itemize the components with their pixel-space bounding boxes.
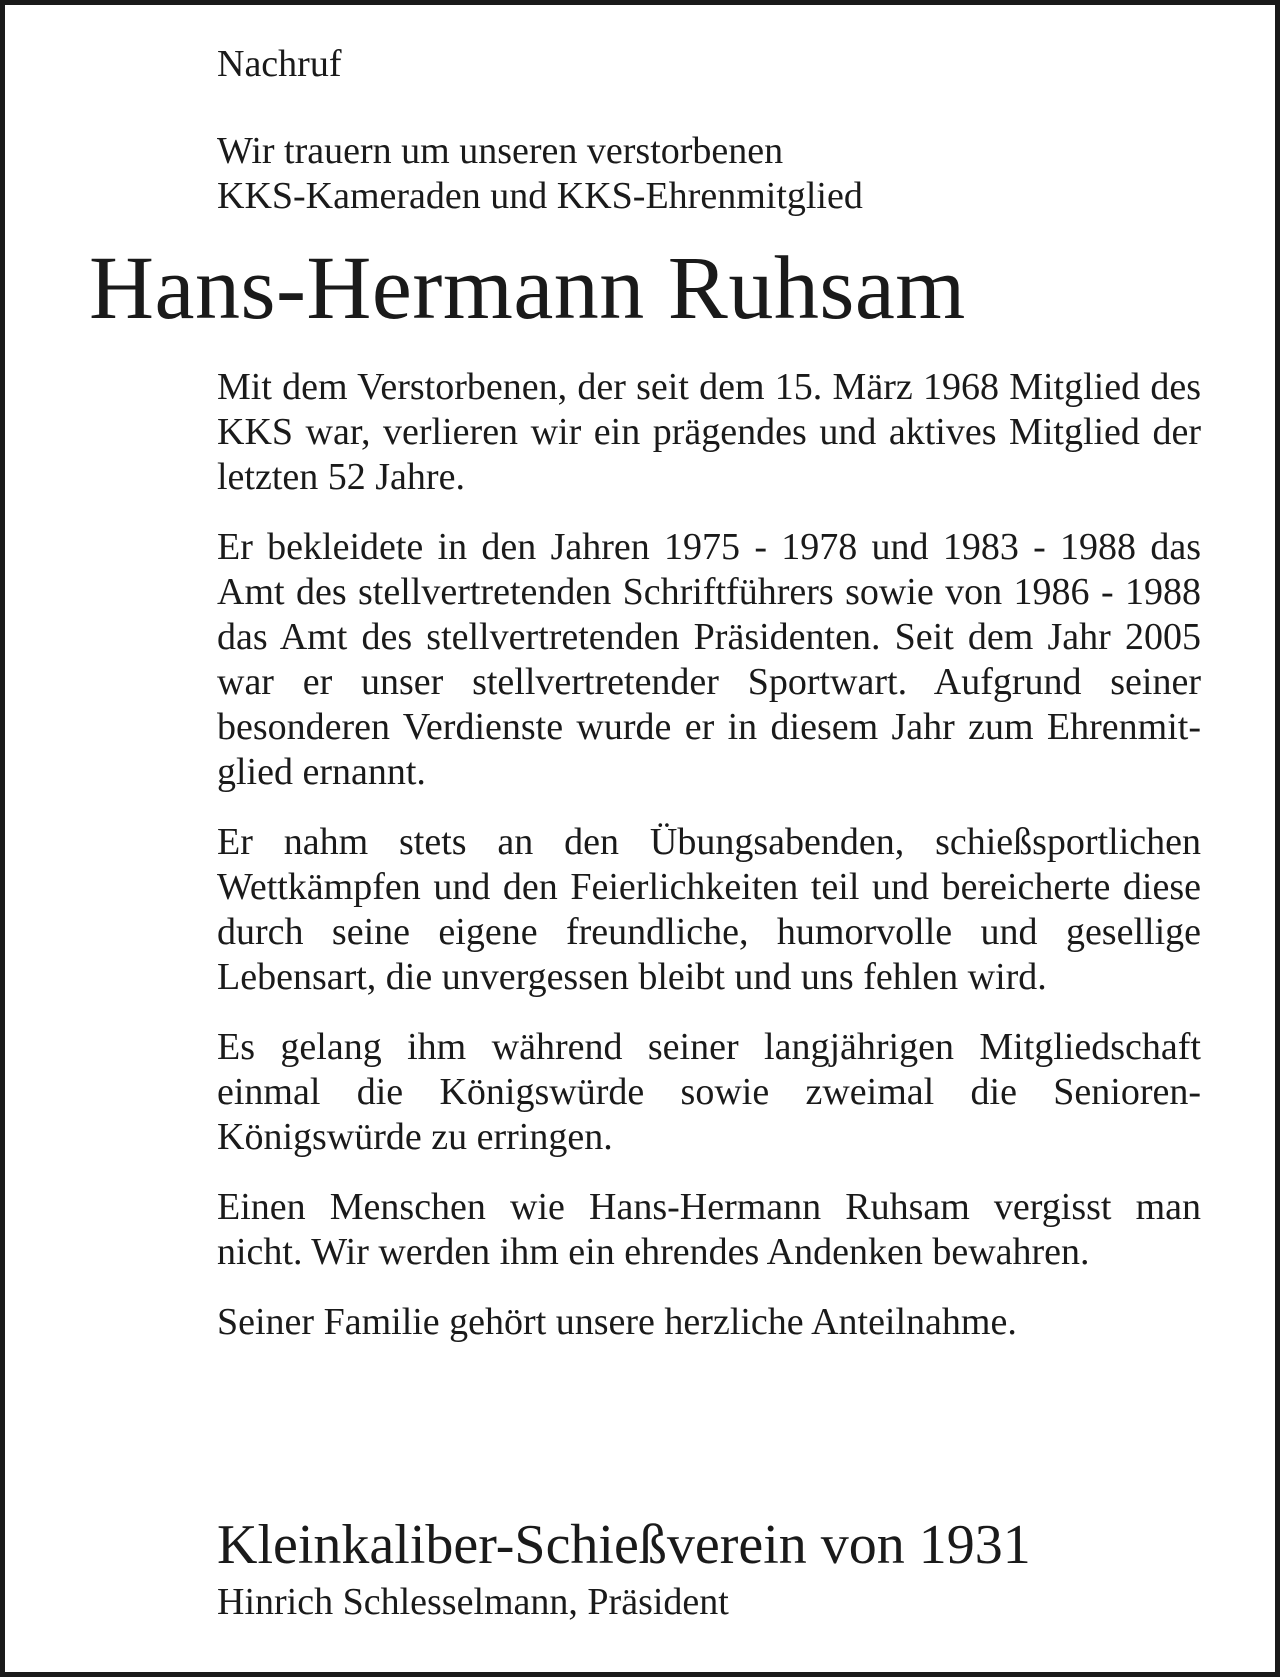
body-paragraph: Es gelang ihm während seiner langjährigen Mitgliedschaft einmal die Königswürde sowie zweimal die Senioren-Königswürde zu erringen.: [217, 1026, 1201, 1158]
condolence-line: Seiner Familie gehört unsere herzliche Anteilnahme.: [217, 1301, 1017, 1343]
notice-header: [217, 41, 1201, 219]
body-paragraph: Er bekleidete in den Jahren 1975 - 1978 und 1983 - 1988 das Amt des stellvertretenden Schriftführers sowie von 1986 - 1988 das Amt des stellvertretenden Präsidenten. Seit dem Jahr 2005 war er unser stellvertretender Sportwart. Aufgrund seiner besonderen Verdienste wurde er in diesem Jahr zum Ehrenmitglied ernannt.: [217, 526, 1201, 793]
obituary-body: [217, 365, 1201, 1345]
body-paragraph: Mit dem Verstorbenen, der seit dem 15. März 1968 Mitglied des KKS war, verlieren wir ein prägendes und aktives Mitglied der letzten 52 Jahre.: [217, 366, 1201, 498]
intro-line: Wir trauern um unseren verstorbenen: [217, 130, 784, 172]
body-paragraph: Einen Menschen wie Hans-Hermann Ruhsam vergisst man nicht. Wir werden ihm ein ehrendes Andenken bewahren.: [217, 1186, 1201, 1273]
notice-heading: Nachruf: [217, 43, 342, 85]
deceased-name: Hans-Hermann Ruhsam: [89, 239, 966, 338]
signatory: Hinrich Schlesselmann, Präsident: [217, 1581, 729, 1623]
body-paragraph: Er nahm stets an den Übungsabenden, schießsportlichen Wettkämpfen und den Feierlichkeiten teil und bereicherte diese durch seine eigene freundliche, humorvolle und gesellige Lebensart, die unvergessen bleibt und uns fehlen wird.: [217, 821, 1201, 998]
intro-text: [217, 129, 1201, 219]
intro-line: KKS-Kameraden und KKS-Ehrenmitglied: [217, 175, 863, 217]
club-name: Kleinkaliber-Schießverein von 1931: [217, 1514, 1031, 1576]
